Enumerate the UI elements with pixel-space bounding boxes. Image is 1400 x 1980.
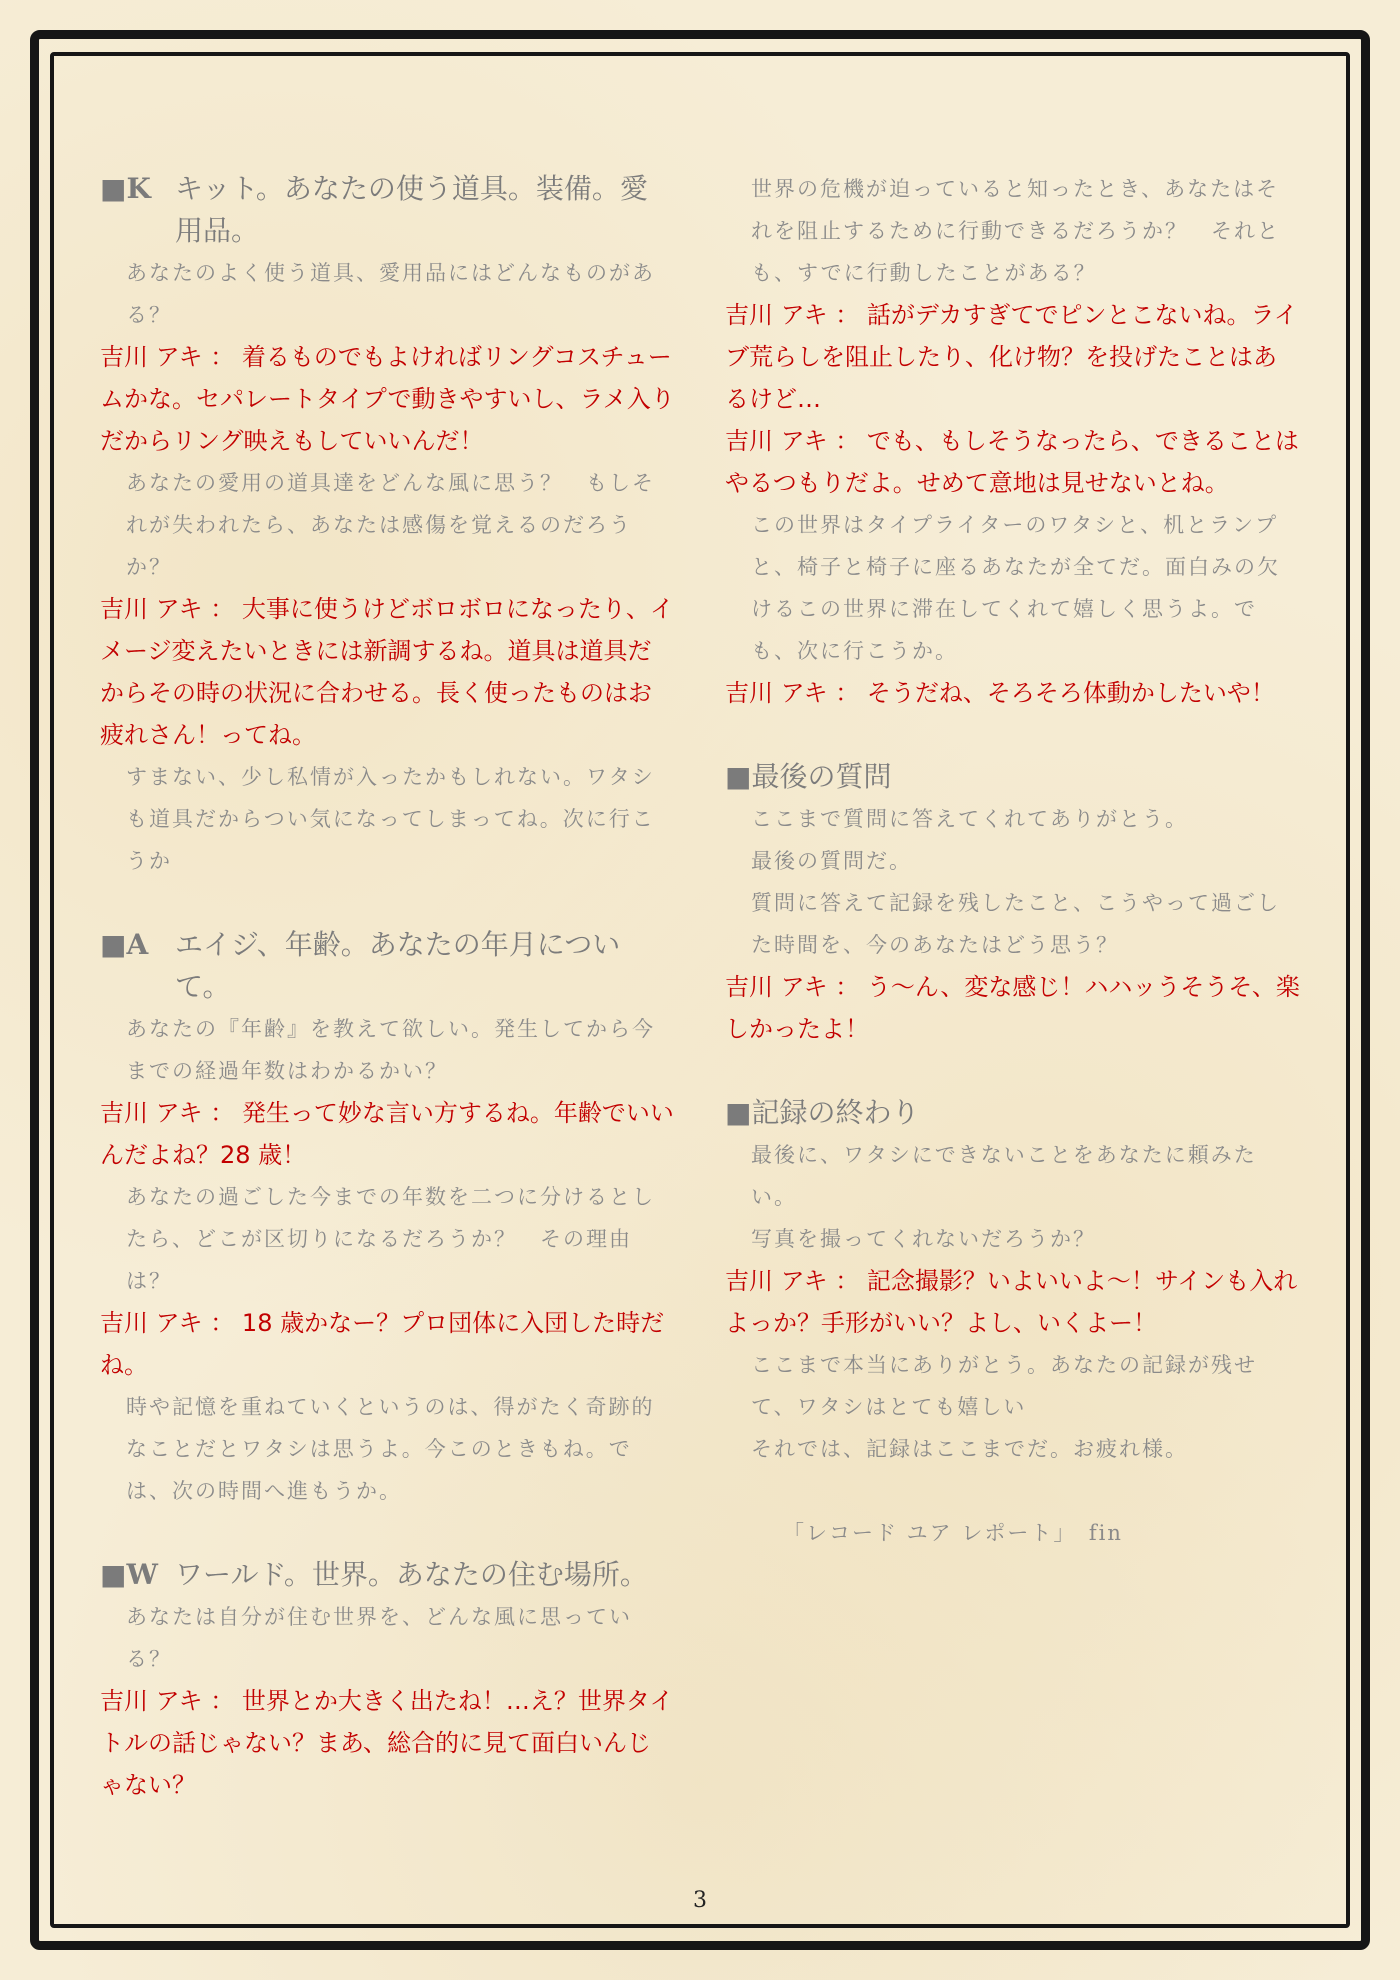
section-heading-a: [100, 924, 675, 1008]
fin-line: 「レコード ユア レポート」 fin: [783, 1521, 1123, 1545]
answer-text: 吉川 アキ ： 話がデカすぎてでピンとこないね。ライブ荒らしを阻止したり、化け物？を投げたことはあるけど…: [725, 301, 1298, 413]
answer-text: 吉川 アキ ： 記念撮影？いよいいよ～！サインも入れよっか？手形がいい？よし、いくよー！: [725, 1267, 1298, 1337]
section-title: エイジ、年齢。あなたの年月について。: [175, 928, 621, 1003]
spacer: [725, 714, 1300, 756]
answer-text: 吉川 アキ ： 18 歳かなー？プロ団体に入団した時だね。: [100, 1309, 665, 1379]
question-text: あなたの『年齢』を教えて欲しい。発生してから今までの経過年数はわかるかい？: [126, 1017, 655, 1083]
spacer: [100, 882, 675, 924]
question-text: それでは、記録はここまでだ。お疲れ様。: [751, 1437, 1188, 1461]
right-column: [725, 168, 1300, 1554]
section-code: ■W: [100, 1558, 158, 1591]
question-text: 写真を撮ってくれないだろうか？: [751, 1227, 1096, 1251]
question-text: 最後に、ワタシにできないことをあなたに頼みたい。: [751, 1143, 1257, 1209]
section-title: キット。あなたの使う道具。装備。愛用品。: [175, 172, 648, 247]
question-text: あなたのよく使う道具、愛用品にはどんなものがある？: [126, 261, 655, 327]
question-text: あなたは自分が住む世界を、どんな風に思っている？: [126, 1605, 632, 1671]
section-heading-w: [100, 1554, 675, 1596]
question-text: 質問に答えて記録を残したこと、こうやって過ごした時間を、今のあなたはどう思う？: [751, 891, 1280, 957]
question-text: あなたの過ごした今までの年数を二つに分けるとしたら、どこが区切りになるだろうか？ その理由は？: [126, 1185, 655, 1293]
question-text: この世界はタイプライターのワタシと、机とランプと、椅子と椅子に座るあなたが全てだ。面白みの欠けるこの世界に滞在してくれて嬉しく思うよ。でも、次に行こうか。: [751, 513, 1280, 663]
section-title: ワールド。世界。あなたの住む場所。: [175, 1558, 648, 1591]
question-text: 最後の質問だ。: [751, 849, 912, 873]
answer-text: 吉川 アキ ： 着るものでもよければリングコスチュームかな。セパレートタイプで動きやすいし、ラメ入りだからリング映えもしていいんだ！: [100, 343, 675, 455]
left-column: [100, 168, 675, 1806]
question-text: ここまで質問に答えてくれてありがとう。: [751, 807, 1188, 831]
question-text: 時や記憶を重ねていくというのは、得がたく奇跡的なことだとワタシは思うよ。今このときもね。では、次の時間へ進もうか。: [126, 1395, 655, 1503]
question-text: あなたの愛用の道具達をどんな風に思う？ もしそれが失われたら、あなたは感傷を覚えるのだろうか？: [126, 471, 655, 579]
question-text: ここまで本当にありがとう。あなたの記録が残せて、ワタシはとても嬉しい: [751, 1353, 1257, 1419]
section-code: ■K: [100, 172, 151, 205]
section-code: ■A: [100, 928, 149, 961]
question-text: 世界の危機が迫っていると知ったとき、あなたはそれを阻止するために行動できるだろうか？ それとも、すでに行動したことがある？: [751, 177, 1280, 285]
section-heading-k: [100, 168, 675, 252]
answer-text: 吉川 アキ ： 大事に使うけどボロボロになったり、イメージ変えたいときには新調するね。道具は道具だからその時の状況に合わせる。長く使ったものはお疲れさん！ってね。: [100, 595, 674, 749]
spacer: [725, 1050, 1300, 1092]
answer-text: 吉川 アキ ： でも、もしそうなったら、できることはやるつもりだよ。せめて意地は見せないとね。: [725, 427, 1299, 497]
answer-text: 吉川 アキ ： 発生って妙な言い方するね。年齢でいいんだよね？28 歳！: [100, 1099, 674, 1169]
answer-text: 吉川 アキ ： そうだね、そろそろ体動かしたいや！: [725, 679, 1275, 707]
page-number: 3: [693, 1888, 707, 1913]
question-text: すまない、少し私情が入ったかもしれない。ワタシも道具だからつい気になってしまってね。次に行こうか: [126, 765, 655, 873]
answer-text: 吉川 アキ ： う～ん、変な感じ！ハハッうそうそ、楽しかったよ！: [725, 973, 1300, 1043]
answer-text: 吉川 アキ ： 世界とか大きく出たね！…え？世界タイトルの話じゃない？まあ、総合的に見て面白いんじゃない？: [100, 1687, 674, 1799]
spacer: [725, 1470, 1300, 1512]
section-heading-record-end: ■記録の終わり: [725, 1096, 920, 1129]
section-heading-last-question: ■最後の質問: [725, 760, 892, 793]
spacer: [100, 1512, 675, 1554]
